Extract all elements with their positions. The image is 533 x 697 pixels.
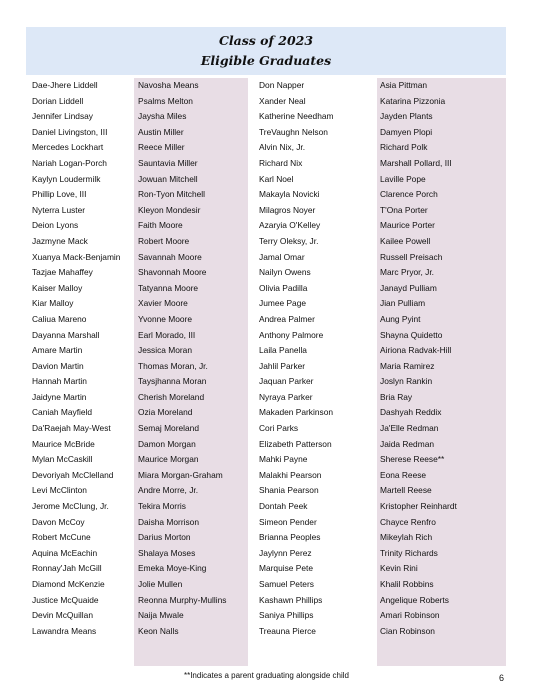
- graduate-name: Navosha Means: [138, 80, 199, 90]
- graduate-name: Robert McCune: [32, 532, 91, 543]
- graduate-name: Brianna Peoples: [259, 532, 321, 543]
- graduate-name: Mikeylah Rich: [380, 532, 433, 543]
- graduate-name: Jumee Page: [259, 298, 307, 309]
- graduate-name: Deion Lyons: [32, 220, 79, 231]
- graduate-name: TreVaughn Nelson: [259, 126, 328, 137]
- graduate-name: Ozia Moreland: [138, 407, 193, 418]
- graduate-name: Jahlil Parker: [259, 360, 306, 371]
- graduate-name: Psalms Melton: [138, 95, 193, 106]
- graduate-name: Angelique Roberts: [380, 594, 449, 605]
- graduate-name: Xavier Moore: [138, 298, 188, 309]
- graduate-name: Laville Pope: [380, 173, 426, 184]
- graduate-name: Richard Nix: [259, 157, 303, 168]
- graduate-name: Saniya Phillips: [259, 610, 314, 621]
- graduate-name: Yvonne Moore: [138, 313, 193, 324]
- graduate-name: Reece Miller: [138, 142, 185, 153]
- graduate-name: Amare Martin: [32, 345, 83, 356]
- graduate-name: Naija Mwale: [138, 610, 184, 621]
- graduate-name: Russell Preisach: [380, 251, 443, 262]
- graduate-name: Dayanna Marshall: [32, 329, 100, 340]
- graduate-name: Kevin Rini: [380, 563, 418, 574]
- graduate-name: Cian Robinson: [380, 625, 435, 636]
- page-header: [26, 27, 506, 75]
- graduate-name: Caniah Mayfield: [32, 407, 93, 418]
- graduate-name: Jazmyne Mack: [32, 235, 88, 246]
- graduate-name: Davion Martin: [32, 360, 84, 371]
- graduate-name: Jaylynn Perez: [259, 547, 312, 558]
- graduate-name: Devin McQuillan: [32, 610, 93, 621]
- graduate-column-2: [133, 78, 248, 639]
- graduate-name: Nyterra Luster: [32, 204, 86, 215]
- graduate-name: Simeon Pender: [259, 516, 317, 527]
- graduate-name: Shalaya Moses: [138, 547, 196, 558]
- graduate-name: Malakhi Pearson: [259, 469, 322, 480]
- graduate-name: Hannah Martin: [32, 376, 87, 387]
- graduate-column-3: [254, 78, 372, 639]
- graduate-name: Sherese Reese**: [380, 454, 445, 465]
- graduate-name: Dae-Jhere Liddell: [32, 80, 98, 90]
- graduate-name: Jessica Moran: [138, 345, 192, 356]
- graduate-name: Kristopher Reinhardt: [380, 501, 457, 512]
- graduate-name: Tatyanna Moore: [138, 282, 199, 293]
- graduate-name: Kleyon Mondesir: [138, 204, 201, 215]
- graduate-name: Robert Moore: [138, 235, 190, 246]
- graduate-name: Marquise Pete: [259, 563, 313, 574]
- graduate-name: Reonna Murphy-Mullins: [138, 594, 227, 605]
- graduate-name: Mylan McCaskill: [32, 454, 93, 465]
- graduate-name: Maurice McBride: [32, 438, 95, 449]
- graduate-name: Marshall Pollard, III: [380, 157, 452, 168]
- graduate-name: Makayla Novicki: [259, 189, 320, 200]
- graduate-name: Keon Nalls: [138, 625, 179, 636]
- graduate-name: Milagros Noyer: [259, 204, 316, 215]
- graduate-name: Martell Reese: [380, 485, 432, 496]
- graduate-name: Semaj Moreland: [138, 423, 199, 434]
- graduate-name: Samuel Peters: [259, 579, 314, 589]
- graduate-name: Karl Noel: [259, 173, 294, 184]
- graduate-name: Thomas Moran, Jr.: [138, 360, 208, 371]
- graduate-name: Kaylyn Loudermilk: [32, 173, 101, 184]
- graduate-name: Ja'Elle Redman: [380, 423, 439, 434]
- graduate-name: Ronnay'Jah McGill: [32, 563, 102, 574]
- graduate-name: Don Napper: [259, 80, 305, 90]
- graduate-name: Jaquan Parker: [259, 376, 314, 387]
- graduate-name: Clarence Porch: [380, 189, 438, 200]
- graduate-name: Katarina Pizzonia: [380, 95, 446, 106]
- graduate-name: Faith Moore: [138, 220, 183, 231]
- graduate-name: Nariah Logan-Porch: [32, 157, 107, 168]
- graduate-name: Jennifer Lindsay: [32, 111, 93, 122]
- graduate-name: Cherish Moreland: [138, 391, 205, 402]
- graduate-column-4: [375, 78, 505, 639]
- graduate-name: Asia Pittman: [380, 80, 428, 90]
- graduate-name: Xander Neal: [259, 95, 306, 106]
- graduate-name: Dashyah Reddix: [380, 407, 442, 418]
- graduate-name: Emeka Moye-King: [138, 563, 207, 574]
- graduate-name: Andrea Palmer: [259, 313, 315, 324]
- graduate-name: Jaidyne Martin: [32, 391, 87, 402]
- graduate-name: Cori Parks: [259, 423, 299, 434]
- graduate-name: Justice McQuaide: [32, 594, 99, 605]
- graduate-name: Trinity Richards: [380, 547, 438, 558]
- graduate-name: Kiar Malloy: [32, 298, 74, 309]
- graduate-name: Devoriyah McClelland: [32, 469, 114, 480]
- graduate-name: Daniel Livingston, III: [32, 126, 108, 137]
- graduate-name: Olivia Padilla: [259, 282, 308, 293]
- graduate-name: Nyraya Parker: [259, 391, 313, 402]
- graduate-name: Shania Pearson: [259, 485, 319, 496]
- graduate-name: Bria Ray: [380, 391, 413, 402]
- graduate-name: Makaden Parkinson: [259, 407, 334, 418]
- graduate-name: Dontah Peek: [259, 501, 308, 512]
- graduate-name: Phillip Love, III: [32, 189, 87, 200]
- graduate-name: Savannah Moore: [138, 251, 202, 262]
- graduate-name: Maria Ramirez: [380, 360, 435, 371]
- graduate-name: Maurice Morgan: [138, 454, 199, 465]
- graduate-name: Jian Pulliam: [380, 298, 426, 309]
- graduate-name: Taysjhanna Moran: [138, 376, 207, 387]
- graduate-name: Jerome McClung, Jr.: [32, 501, 109, 512]
- graduate-name: Katherine Needham: [259, 111, 334, 122]
- graduate-name: Janayd Pulliam: [380, 282, 437, 293]
- graduate-name: Sauntavia Miller: [138, 157, 198, 168]
- graduate-name: Earl Morado, III: [138, 329, 196, 340]
- graduate-name: Elizabeth Patterson: [259, 438, 332, 449]
- graduate-name: Levi McClinton: [32, 485, 87, 496]
- graduate-name: Khalil Robbins: [380, 579, 434, 589]
- graduate-name: Da'Raejah May-West: [32, 423, 111, 434]
- graduate-name: Shayna Quidetto: [380, 329, 443, 340]
- graduate-name: Eona Reese: [380, 469, 427, 480]
- graduate-name: Terry Oleksy, Jr.: [259, 235, 319, 246]
- graduate-name: Richard Polk: [380, 142, 428, 153]
- graduate-name: Kashawn Phillips: [259, 594, 323, 605]
- graduate-name: Jayden Plants: [380, 111, 433, 122]
- graduate-name: Kailee Powell: [380, 235, 431, 246]
- page-number: 6: [499, 673, 505, 683]
- graduate-name: Anthony Palmore: [259, 329, 324, 340]
- graduate-name: Jaysha Miles: [138, 111, 187, 122]
- footnote: **Indicates a parent graduating alongside child: [183, 671, 349, 680]
- graduate-name: Alvin Nix, Jr.: [259, 142, 306, 153]
- graduate-name: Damon Morgan: [138, 438, 196, 449]
- graduate-name: Mercedes Lockhart: [32, 142, 104, 153]
- page-subtitle: Eligible Graduates: [200, 53, 332, 68]
- graduate-name: Jowuan Mitchell: [138, 173, 198, 184]
- graduate-name: Jaida Redman: [380, 438, 435, 449]
- graduate-name: Aquina McEachin: [32, 547, 98, 558]
- graduate-name: Xuanya Mack-Benjamin: [32, 251, 121, 262]
- graduate-name: Darius Morton: [138, 532, 191, 543]
- graduate-name: Miara Morgan-Graham: [138, 469, 223, 480]
- graduate-name: Treauna Pierce: [259, 625, 316, 636]
- graduate-column-1: [27, 78, 132, 639]
- graduate-name: Damyen Plopi: [380, 126, 433, 137]
- graduate-name: Mahki Payne: [259, 454, 308, 465]
- graduate-name: Diamond McKenzie: [32, 579, 105, 589]
- graduate-name: Shavonnah Moore: [138, 267, 207, 278]
- graduate-name: Azaryia O'Kelley: [259, 220, 321, 231]
- graduate-name: Dorian Liddell: [32, 95, 84, 106]
- graduate-name: T'Ona Porter: [380, 204, 428, 215]
- graduate-name: Tekira Morris: [138, 501, 186, 512]
- graduate-name: Joslyn Rankin: [380, 376, 433, 387]
- graduate-name: Jolie Mullen: [138, 579, 183, 589]
- graduate-name: Ron-Tyon Mitchell: [138, 189, 206, 200]
- graduate-name: Laila Panella: [259, 345, 307, 356]
- graduate-name: Nailyn Owens: [259, 267, 311, 278]
- graduate-name: Andre Morre, Jr.: [138, 485, 199, 496]
- graduate-name: Caliua Mareno: [32, 313, 87, 324]
- graduate-name: Davon McCoy: [32, 516, 85, 527]
- graduate-name: Kaiser Malloy: [32, 282, 83, 293]
- graduate-name: Marc Pryor, Jr.: [380, 267, 434, 278]
- graduate-name: Austin Miller: [138, 126, 184, 137]
- graduate-name: Tazjae Mahaffey: [32, 267, 93, 278]
- graduate-name: Airiona Radvak-Hill: [380, 345, 452, 356]
- graduate-name: Daisha Morrison: [138, 516, 199, 527]
- graduate-name: Jamal Omar: [259, 251, 305, 262]
- graduate-name: Aung Pyint: [380, 313, 421, 324]
- page-title: Class of 2023: [218, 33, 314, 48]
- graduate-name: Lawandra Means: [32, 625, 97, 636]
- graduate-name: Chayce Renfro: [380, 516, 436, 527]
- graduate-name: Maurice Porter: [380, 220, 435, 231]
- graduate-name: Amari Robinson: [380, 610, 440, 621]
